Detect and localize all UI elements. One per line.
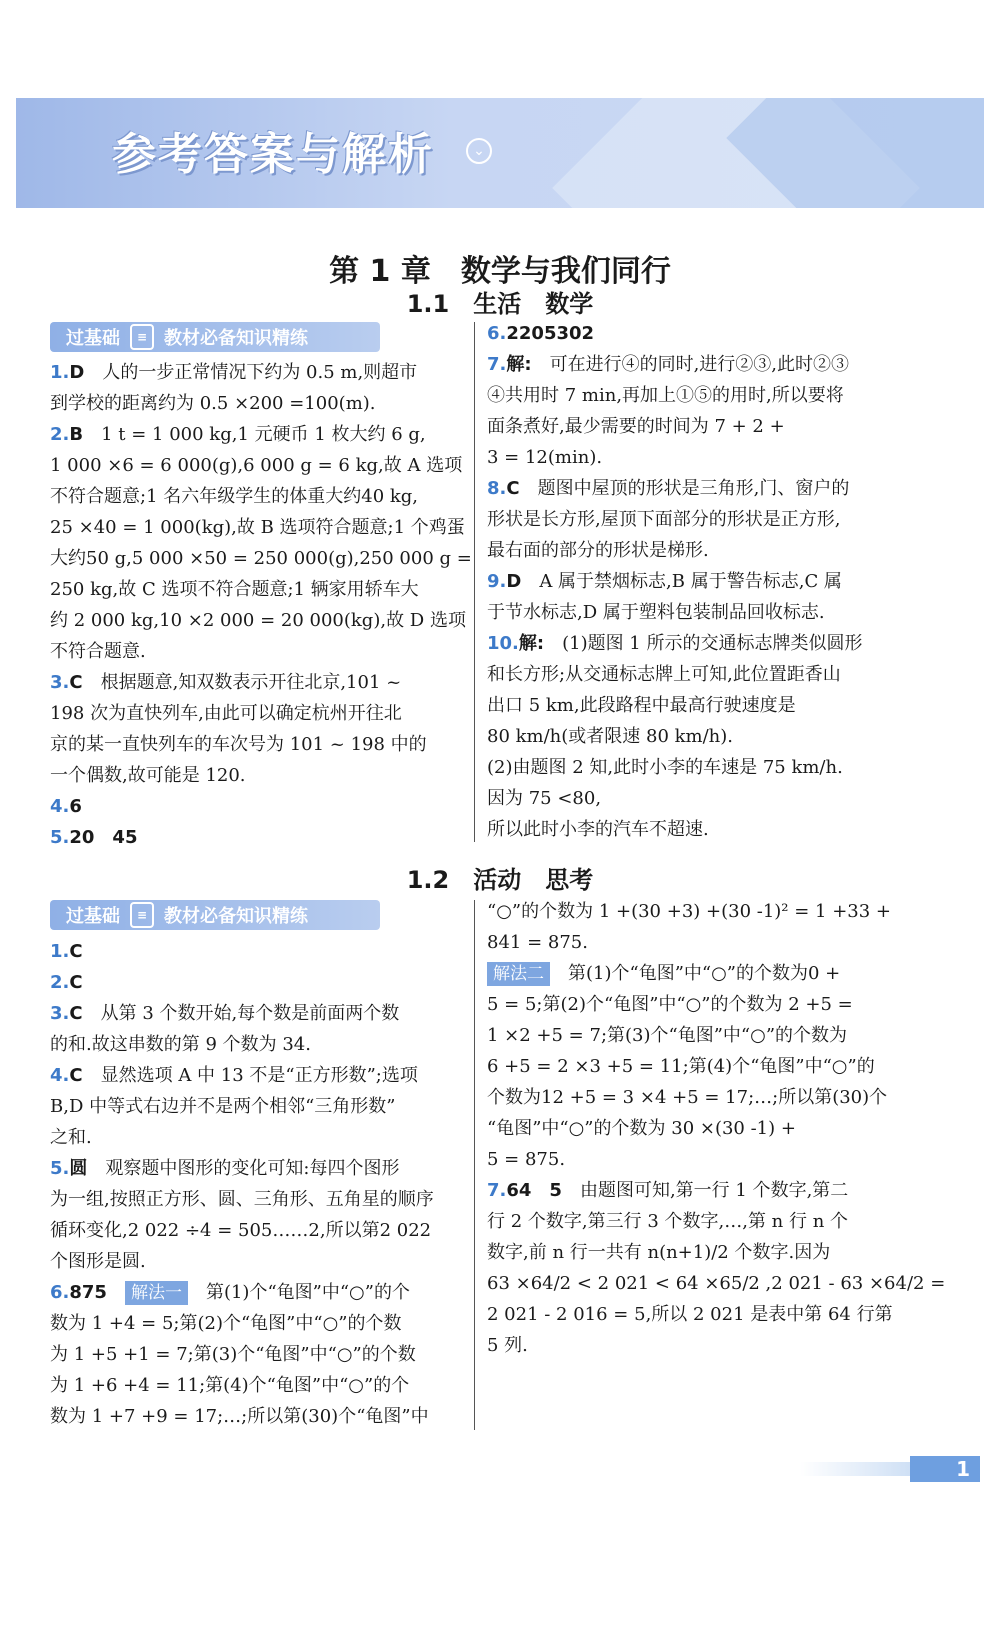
answer-key: C	[69, 941, 83, 962]
text-line: 于节水标志,D 属于塑料包装制品回收标志.	[487, 602, 825, 623]
question-number: 10.	[487, 633, 519, 654]
question-number: 4.	[50, 1065, 70, 1086]
text: 人的一步正常情况下约为 0.5 m,则超市	[102, 362, 418, 383]
tag-label: 教材必备知识精练	[164, 328, 308, 349]
question-number: 5.	[50, 1158, 70, 1179]
text-line: 大约50 g,5 000 ×50 = 250 000(g),250 000 g =	[50, 548, 472, 569]
page-number: 1	[910, 1456, 980, 1482]
column-divider	[474, 322, 475, 842]
answer-column	[50, 357, 470, 853]
answer-item	[50, 1153, 470, 1184]
text-line: 之和.	[50, 1127, 92, 1148]
answer-column	[487, 318, 947, 845]
text-line: 个图形是圆.	[50, 1251, 146, 1272]
answer-key: 20 45	[69, 827, 138, 848]
text-line: 为 1 +5 +1 = 7;第(3)个“龟图”中“○”的个数	[50, 1344, 416, 1365]
text-line: 京的某一直快列车的车次号为 101 ~ 198 中的	[50, 734, 427, 755]
text-line: 3 = 12(min).	[487, 447, 603, 468]
section-title: 1.1 生活 数学	[406, 290, 594, 318]
answer-column	[50, 936, 470, 1432]
text-line: 行 2 个数字,第三行 3 个数字,…,第 n 行 n 个	[487, 1211, 849, 1232]
question-number: 1.	[50, 941, 70, 962]
text: 观察题中图形的变化可知:每四个图形	[105, 1158, 400, 1179]
text-line: 2 021 - 2 016 = 5,所以 2 021 是表中第 64 行第	[487, 1304, 893, 1325]
text-line: 数字,前 n 行一共有 n(n+1)/2 个数字.因为	[487, 1242, 831, 1263]
text-line: 80 km/h(或者限速 80 km/h).	[487, 726, 734, 747]
question-number: 8.	[487, 478, 507, 499]
tag-label: 教材必备知识精练	[164, 906, 308, 927]
text-line: 数为 1 +7 +9 = 17;…;所以第(30)个“龟图”中	[50, 1406, 429, 1427]
text-line: 1 000 ×6 = 6 000(g),6 000 g = 6 kg,故 A 选项	[50, 455, 463, 476]
question-number: 9.	[487, 571, 507, 592]
question-number: 5.	[50, 827, 70, 848]
text-line: (2)由题图 2 知,此时小李的车速是 75 km/h.	[487, 757, 843, 778]
text-line: 5 列.	[487, 1335, 528, 1356]
answer-item	[50, 419, 470, 450]
answer-key: C	[69, 1065, 83, 1086]
text-line: 不符合题意;1 名六年级学生的体重大约40 kg,	[50, 486, 419, 507]
banner-title: 参考答案与解析	[112, 129, 434, 180]
answer-key: D	[69, 362, 85, 383]
text-line	[487, 958, 947, 989]
text-line: 所以此时小李的汽车不超速.	[487, 819, 709, 840]
answer-item	[50, 791, 470, 822]
answer-item	[50, 998, 470, 1029]
answer-item	[50, 936, 470, 967]
question-number: 2.	[50, 972, 70, 993]
question-number: 3.	[50, 1003, 70, 1024]
answer-key: C	[506, 478, 520, 499]
answer-key: 解:	[506, 354, 532, 375]
text-line: 面条煮好,最少需要的时间为 7 + 2 +	[487, 416, 785, 437]
answer-key: C	[69, 672, 83, 693]
text: 第(1)个“龟图”中“○”的个	[205, 1282, 410, 1303]
answer-item	[487, 566, 947, 597]
text-line: 数为 1 +4 = 5;第(2)个“龟图”中“○”的个数	[50, 1313, 402, 1334]
tag-label: 过基础	[66, 906, 120, 927]
text-line: 因为 75 <80,	[487, 788, 602, 809]
answer-key: D	[506, 571, 522, 592]
question-number: 1.	[50, 362, 70, 383]
text-line: 63 ×64/2 < 2 021 < 64 ×65/2 ,2 021 - 63 ×64/2 =	[487, 1273, 946, 1294]
answer-item	[50, 667, 470, 698]
answer-key: 圆	[69, 1158, 88, 1179]
text-line: 为 1 +6 +4 = 11;第(4)个“龟图”中“○”的个	[50, 1375, 410, 1396]
chapter-title: 第 1 章 数学与我们同行	[329, 254, 671, 289]
question-number: 7.	[487, 354, 507, 375]
text-line: 和长方形;从交通标志牌上可知,此位置距香山	[487, 664, 841, 685]
answer-key: 875	[69, 1282, 107, 1303]
answer-key: 6	[69, 796, 82, 817]
text: A 属于禁烟标志,B 属于警告标志,C 属	[539, 571, 842, 592]
text-line: 1 ×2 +5 = 7;第(3)个“龟图”中“○”的个数为	[487, 1025, 848, 1046]
question-number: 3.	[50, 672, 70, 693]
answer-item	[487, 349, 947, 380]
page-strip	[800, 1462, 910, 1476]
section-tag	[50, 900, 380, 930]
clipboard-icon: ≡	[130, 324, 154, 350]
question-number: 4.	[50, 796, 70, 817]
text: 可在进行④的同时,进行②③,此时②③	[549, 354, 850, 375]
answer-item	[487, 318, 947, 349]
text-line: 的和.故这串数的第 9 个数为 34.	[50, 1034, 311, 1055]
text-line: 250 kg,故 C 选项不符合题意;1 辆家用轿车大	[50, 579, 419, 600]
answer-item	[487, 628, 947, 659]
text-line: 一个偶数,故可能是 120.	[50, 765, 246, 786]
text-line: ④共用时 7 min,再加上①⑤的用时,所以要将	[487, 385, 844, 406]
text: 1 t = 1 000 kg,1 元硬币 1 枚大约 6 g,	[101, 424, 426, 445]
question-number: 6.	[487, 323, 507, 344]
section-title: 1.2 活动 思考	[406, 866, 594, 894]
text-line: 5 = 875.	[487, 1149, 566, 1170]
text-line: 最右面的部分的形状是梯形.	[487, 540, 709, 561]
text: 题图中屋顶的形状是三角形,门、窗户的	[537, 478, 850, 499]
text-line: 出口 5 km,此段路程中最高行驶速度是	[487, 695, 796, 716]
tag-label: 过基础	[66, 328, 120, 349]
answer-item	[487, 473, 947, 504]
text: 由题图可知,第一行 1 个数字,第二	[579, 1180, 849, 1201]
answer-column	[487, 896, 947, 1361]
text: 从第 3 个数开始,每个数是前面两个数	[100, 1003, 400, 1024]
text-line: 为一组,按照正方形、圆、三角形、五角星的顺序	[50, 1189, 434, 1210]
text-line: 198 次为直快列车,由此可以确定杭州开往北	[50, 703, 402, 724]
circle-chevron-down-icon: ⌄	[466, 138, 492, 164]
text-line: 个数为12 +5 = 3 ×4 +5 = 17;…;所以第(30)个	[487, 1087, 888, 1108]
header-banner	[16, 98, 984, 208]
text-line: “○”的个数为 1 +(30 +3) +(30 -1)² = 1 +33 +	[487, 901, 892, 922]
text-line: 25 ×40 = 1 000(kg),故 B 选项符合题意;1 个鸡蛋	[50, 517, 465, 538]
answer-key: C	[69, 1003, 83, 1024]
text-line: 约 2 000 kg,10 ×2 000 = 20 000(kg),故 D 选项	[50, 610, 466, 631]
answer-item	[50, 1277, 470, 1308]
question-number: 7.	[487, 1180, 507, 1201]
method-label: 解法二	[487, 962, 550, 986]
question-number: 6.	[50, 1282, 70, 1303]
answer-key: B	[69, 424, 84, 445]
text-line: 循环变化,2 022 ÷4 = 505……2,所以第2 022	[50, 1220, 432, 1241]
clipboard-icon: ≡	[130, 902, 154, 928]
text-line: 6 +5 = 2 ×3 +5 = 11;第(4)个“龟图”中“○”的	[487, 1056, 875, 1077]
text-line: 不符合题意.	[50, 641, 146, 662]
text-line: 到学校的距离约为 0.5 ×200 =100(m).	[50, 393, 376, 414]
text-line: 841 = 875.	[487, 932, 588, 953]
text: 显然选项 A 中 13 不是“正方形数”;选项	[100, 1065, 418, 1086]
text-line: 形状是长方形,屋顶下面部分的形状是正方形,	[487, 509, 841, 530]
text-line: 5 = 5;第(2)个“龟图”中“○”的个数为 2 +5 =	[487, 994, 853, 1015]
text-line: B,D 中等式右边并不是两个相邻“三角形数”	[50, 1096, 396, 1117]
answer-item	[50, 1060, 470, 1091]
question-number: 2.	[50, 424, 70, 445]
column-divider	[474, 900, 475, 1430]
text: 根据题意,知双数表示开往北京,101 ~	[100, 672, 402, 693]
text-line: “龟图”中“○”的个数为 30 ×(30 -1) +	[487, 1118, 796, 1139]
text: 第(1)个“龟图”中“○”的个数为0 +	[568, 963, 841, 984]
answer-key: 64 5	[506, 1180, 562, 1201]
answer-key: 解:	[518, 633, 545, 654]
method-label: 解法一	[125, 1281, 188, 1305]
answer-key: C	[69, 972, 83, 993]
text: (1)题图 1 所示的交通标志牌类似圆形	[562, 633, 863, 654]
answer-item	[50, 822, 470, 853]
section-tag	[50, 322, 380, 352]
answer-item	[50, 967, 470, 998]
text-line	[487, 1175, 947, 1206]
answer-item	[50, 357, 470, 388]
answer-key: 2205302	[506, 323, 595, 344]
